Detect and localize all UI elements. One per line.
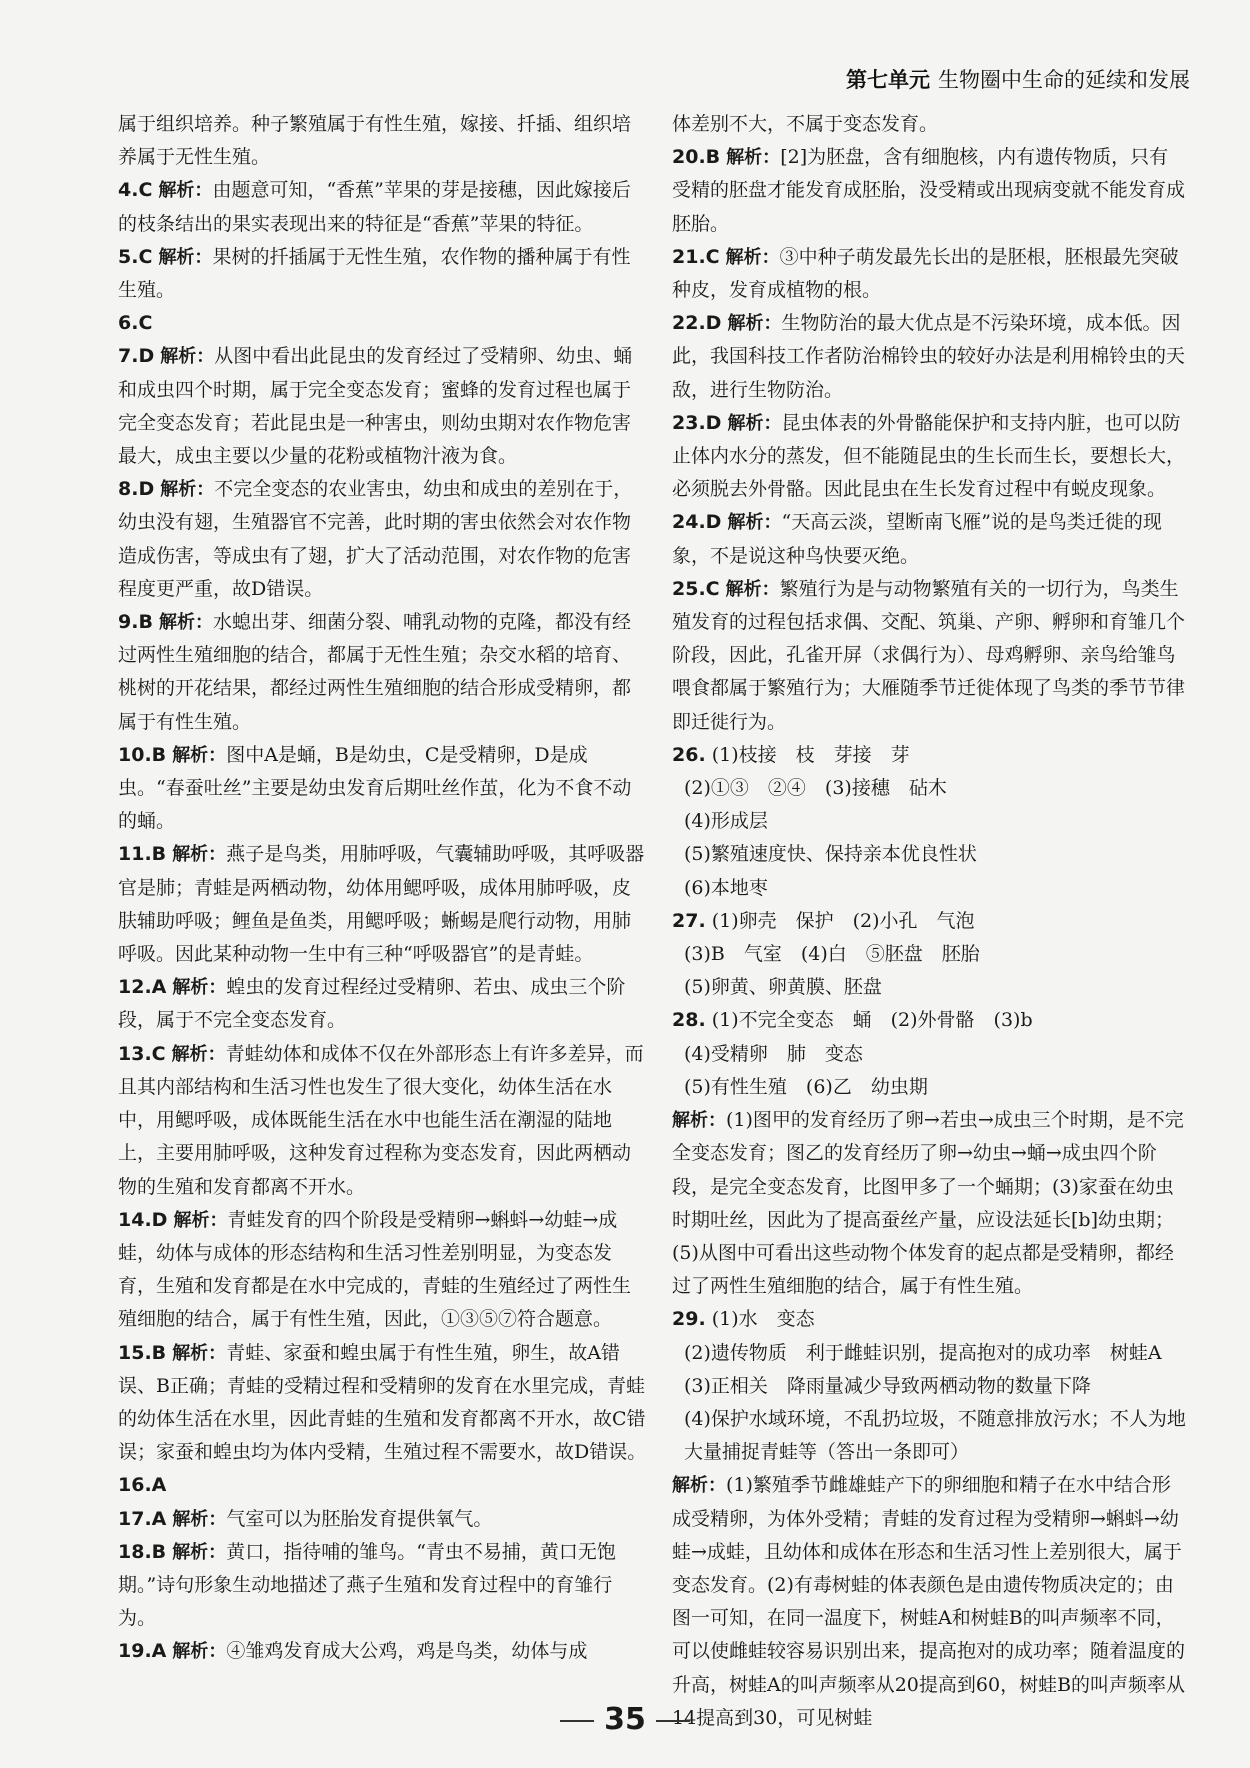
answer-text: 图中A是蛹，B是幼虫，C是受精卵，D是成虫。“春蚕吐丝”主要是幼虫发育后期吐丝作茧，化为不食不动的蛹。 xyxy=(118,743,632,833)
answer-text: 青蛙幼体和成体不仅在外部形态上有许多差异，而且其内部结构和生活习性也发生了很大变化，幼体生活在水中，用鳃呼吸，成体既能生活在水中也能生活在潮湿的陆地上，主要用肺呼吸，这种发育过程称为变态发育，因此两栖动物的生殖和发育都离不开水。 xyxy=(118,1042,644,1198)
answer-number: 7.D xyxy=(118,345,155,368)
answer-number: 28. xyxy=(672,1009,706,1032)
analysis-label: 解析： xyxy=(158,180,213,202)
answer-item xyxy=(672,506,1187,572)
answer-item xyxy=(118,739,648,839)
sub-answer: (3)正相关 降雨量减少导致两栖动物的数量下降 xyxy=(684,1374,1091,1397)
answer-item xyxy=(118,307,648,340)
answer-text: 昆虫体表的外骨骼能保护和支持内脏，也可以防止体内水分的蒸发，但不能随昆虫的生长而生长，要想长大，必须脱去外骨骼。因此昆虫在生长发育过程中有蜕皮现象。 xyxy=(672,411,1186,501)
analysis-label: 解析： xyxy=(727,512,782,534)
answer-number: 20.B xyxy=(672,146,721,169)
answer-item xyxy=(118,971,648,1037)
answer-text: 果树的扦插属于无性生殖，农作物的播种属于有性生殖。 xyxy=(118,245,631,302)
analysis-label: 解析： xyxy=(158,246,213,268)
answer-number: 14.D xyxy=(118,1208,168,1231)
page-number xyxy=(0,1702,1250,1737)
answer-text: ④雏鸡发育成大公鸡，鸡是鸟类，幼体与成 xyxy=(226,1640,588,1663)
answer-item xyxy=(672,739,1187,905)
sub-answer: (6)本地枣 xyxy=(684,876,768,899)
analysis-label: 解析： xyxy=(725,246,780,268)
answer-text: 青蛙、家蚕和蝗虫属于有性生殖，卵生，故A错误、B正确；青蛙的受精过程和受精卵的发育在水里完成，青蛙的幼体生活在水里，因此青蛙的生殖和发育都离不开水，故C错误；家蚕和蝗虫均为体内受精，生殖过程不需要水，故D错误。 xyxy=(118,1341,647,1464)
analysis-label: 解析： xyxy=(173,1209,228,1231)
answer-number: 9.B xyxy=(118,611,153,634)
continuation-text: 体差别不大，不属于变态发育。 xyxy=(672,113,939,135)
answer-item xyxy=(118,1503,648,1536)
dash-right xyxy=(656,1720,690,1722)
answer-item xyxy=(672,108,1187,141)
answer-item xyxy=(672,1303,1187,1735)
analysis-text: (1)繁殖季节雌雄蛙产下的卵细胞和精子在水中结合形成受精卵，为体外受精；青蛙的发育过程为受精卵→蝌蚪→幼蛙→成蛙，且幼体和成体在形态和生活习性上差别很大，属于变态发育。(2)有毒树蛙的体表颜色是由遗传物质决定的；由图一可知，在同一温度下，树蛙A和树蛙B的叫声频率不同，可以使雌蛙较容易识别出来，提高抱对的成功率；随着温度的升高，树蛙A的叫声频率从20提高到60，树蛙B的叫声频率从14提高到30，可见树蛙 xyxy=(672,1474,1186,1729)
analysis-label: 解析： xyxy=(725,578,780,600)
answer-item xyxy=(672,407,1187,507)
answer-number: 17.A xyxy=(118,1507,167,1530)
sub-answer: (4)保护水域环境，不乱扔垃圾，不随意排放污水；不人为地大量捕捉青蛙等（答出一条即可） xyxy=(684,1407,1186,1464)
analysis-label: 解析： xyxy=(172,1508,227,1530)
answer-text: 燕子是鸟类，用肺呼吸，气囊辅助呼吸，其呼吸器官是肺；青蛙是两栖动物，幼体用鳃呼吸，成体用肺呼吸，皮肤辅助呼吸；鲤鱼是鱼类，用鳃呼吸；蜥蜴是爬行动物，用肺呼吸。因此某种动物一生中有三种“呼吸器官”的是青蛙。 xyxy=(118,843,645,966)
answer-text: [2]为胚盘，含有细胞核，内有遗传物质，只有受精的胚盘才能发育成胚胎，没受精或出现病变就不能发育成胚胎。 xyxy=(672,146,1186,235)
analysis-label: 解析： xyxy=(158,612,213,634)
answer-text: 由题意可知，“香蕉”苹果的芽是接穗，因此嫁接后的枝条结出的果实表现出来的特征是“香蕉”苹果的特征。 xyxy=(118,179,631,235)
unit-title: 生物圈中生命的延续和发展 xyxy=(938,68,1190,92)
answer-text: “天高云淡，望断南飞雁”说的是鸟类迁徙的现象，不是说这种鸟快要灭绝。 xyxy=(672,511,1162,567)
answer-number: 23.D xyxy=(672,411,722,434)
answer-item xyxy=(118,340,648,473)
analysis-label: 解析： xyxy=(672,1475,726,1497)
analysis-label: 解析： xyxy=(160,346,215,368)
answer-number: 12.A xyxy=(118,976,167,999)
answer-number: 11.B xyxy=(118,843,167,866)
answer-item xyxy=(118,1337,648,1470)
answer-item xyxy=(118,108,648,174)
analysis-label: 解析： xyxy=(672,1110,726,1132)
right-column xyxy=(672,108,1187,1735)
answer-number: 22.D xyxy=(672,312,722,335)
analysis-label: 解析： xyxy=(727,412,782,434)
answer-number: 16.A xyxy=(118,1474,167,1497)
sub-answer: (2)遗传物质 利于雌蛙识别，提高抱对的成功率 树蛙A xyxy=(684,1341,1162,1364)
answer-text: 蝗虫的发育过程经过受精卵、若虫、成虫三个阶段，属于不完全变态发育。 xyxy=(118,976,626,1032)
answer-item xyxy=(118,1038,648,1204)
analysis-label: 解析： xyxy=(172,844,227,866)
continuation-text: 属于组织培养。种子繁殖属于有性生殖，嫁接、扦插、组织培养属于无性生殖。 xyxy=(118,113,632,169)
answer-item xyxy=(118,1469,648,1502)
answer-text: 气室可以为胚胎发育提供氧气。 xyxy=(226,1507,493,1530)
answer-text: 生物防治的最大优点是不污染环境，成本低。因此，我国科技工作者防治棉铃虫的较好办法是利用棉铃虫的天敌，进行生物防治。 xyxy=(672,312,1186,401)
answer-number: 29. xyxy=(672,1308,706,1331)
analysis-label: 解析： xyxy=(160,479,215,501)
answer-number: 10.B xyxy=(118,743,167,766)
analysis-block xyxy=(672,1469,1187,1735)
answer-item xyxy=(118,838,648,971)
answer-text: ③中种子萌发最先长出的是胚根，胚根最先突破种皮，发育成植物的根。 xyxy=(672,245,1179,302)
analysis-label: 解析： xyxy=(172,977,227,999)
answer-number: 5.C xyxy=(118,245,153,268)
answer-number: 4.C xyxy=(118,179,153,202)
analysis-label: 解析： xyxy=(171,1043,226,1065)
answer-item xyxy=(118,1204,648,1337)
sub-answer: (4)形成层 xyxy=(684,810,768,833)
unit-label: 第七单元 xyxy=(846,68,930,92)
answer-text: 水螅出芽、细菌分裂、哺乳动物的克隆，都没有经过两性生殖细胞的结合，都属于无性生殖；杂交水稻的培育、桃树的开花结果，都经过两性生殖细胞的结合形成受精卵，都属于有性生殖。 xyxy=(118,611,632,733)
analysis-label: 解析： xyxy=(172,1541,227,1563)
answer-item xyxy=(672,141,1187,241)
sub-answer: (3)B 气室 (4)白 ⑤胚盘 胚胎 xyxy=(684,943,980,966)
analysis-label: 解析： xyxy=(172,1641,227,1663)
answer-text: 不完全变态的农业害虫，幼虫和成虫的差别在于，幼虫没有翅，生殖器官不完善，此时期的害虫依然会对农作物造成伤害，等成虫有了翅，扩大了活动范围，对农作物的危害程度更严重，故D错误。 xyxy=(118,478,633,600)
answer-text: (1)卵壳 保护 (2)小孔 气泡 xyxy=(711,909,975,932)
answer-number: 13.C xyxy=(118,1042,166,1065)
analysis-text: (1)图甲的发育经历了卵→若虫→成虫三个时期，是不完全变态发育；图乙的发育经历了卵→幼虫→蛹→成虫四个阶段，是完全变态发育，比图甲多了一个蛹期；(3)家蚕在幼虫时期吐丝，因此为了提高蚕丝产量，应设法延长[b]幼虫期；(5)从图中可看出这些动物个体发育的起点都是受精卵，都经过了两性生殖细胞的结合，属于有性生殖。 xyxy=(672,1109,1184,1298)
sub-answer: (2)①③ ②④ (3)接穗 砧木 xyxy=(684,777,947,800)
answer-number: 19.A xyxy=(118,1640,167,1663)
answer-text: 从图中看出此昆虫的发育经过了受精卵、幼虫、蛹和成虫四个时期，属于完全变态发育；蜜蜂的发育过程也属于完全变态发育；若此昆虫是一种害虫，则幼虫期对农作物危害最大，成虫主要以少量的花粉或植物汁液为食。 xyxy=(118,345,633,468)
answer-item xyxy=(118,174,648,240)
answer-number: 25.C xyxy=(672,577,720,600)
dash-left xyxy=(560,1720,594,1722)
answer-item xyxy=(118,1536,648,1636)
answer-number: 21.C xyxy=(672,245,720,268)
answer-item xyxy=(118,606,648,739)
analysis-label: 解析： xyxy=(172,1342,227,1364)
answer-number: 8.D xyxy=(118,478,155,501)
answer-number: 18.B xyxy=(118,1540,167,1563)
answer-item xyxy=(672,573,1187,739)
answer-item xyxy=(672,905,1187,1005)
answer-item xyxy=(672,1004,1187,1303)
analysis-label: 解析： xyxy=(172,744,227,766)
sub-answer: (4)受精卵 肺 变态 xyxy=(684,1042,863,1065)
analysis-label: 解析： xyxy=(727,313,782,335)
left-column xyxy=(118,108,648,1669)
answer-number: 26. xyxy=(672,743,706,766)
sub-answer: (5)卵黄、卵黄膜、胚盘 xyxy=(684,976,882,999)
answer-text: 黄口，指待哺的雏鸟。“青虫不易捕，黄口无饱期。”诗句形象生动地描述了燕子生殖和发育过程中的育雏行为。 xyxy=(118,1540,616,1630)
page-header xyxy=(846,64,1190,94)
answer-item xyxy=(118,473,648,606)
answer-number: 15.B xyxy=(118,1341,167,1364)
answer-item xyxy=(672,241,1187,307)
answer-number: 6.C xyxy=(118,312,153,335)
answer-text: (1)水 变态 xyxy=(711,1308,815,1331)
page-number-text: 35 xyxy=(604,1702,646,1737)
sub-answer: (5)繁殖速度快、保持亲本优良性状 xyxy=(684,843,977,866)
answer-item xyxy=(672,307,1187,407)
answer-item xyxy=(118,241,648,307)
answer-number: 27. xyxy=(672,909,706,932)
answer-text: (1)不完全变态 蛹 (2)外骨骼 (3)b xyxy=(711,1009,1033,1032)
answer-item xyxy=(118,1635,648,1668)
answer-text: 繁殖行为是与动物繁殖有关的一切行为，鸟类生殖发育的过程包括求偶、交配、筑巢、产卵、孵卵和育雏几个阶段，因此，孔雀开屏（求偶行为）、母鸡孵卵、亲鸟给雏鸟喂食都属于繁殖行为；大雁随季节迁徙体现了鸟类的季节节律即迁徙行为。 xyxy=(672,577,1186,733)
analysis-label: 解析： xyxy=(726,147,781,169)
answer-text: 青蛙发育的四个阶段是受精卵→蝌蚪→幼蛙→成蛙，幼体与成体的形态结构和生活习性差别明显，为变态发育，生殖和发育都是在水中完成的，青蛙的生殖经过了两性生殖细胞的结合，属于有性生殖，因此，①③⑤⑦符合题意。 xyxy=(118,1208,632,1331)
answer-text: (1)枝接 枝 芽接 芽 xyxy=(711,743,910,766)
analysis-block xyxy=(672,1104,1187,1303)
sub-answer: (5)有性生殖 (6)乙 幼虫期 xyxy=(684,1075,928,1098)
answer-number: 24.D xyxy=(672,511,722,534)
